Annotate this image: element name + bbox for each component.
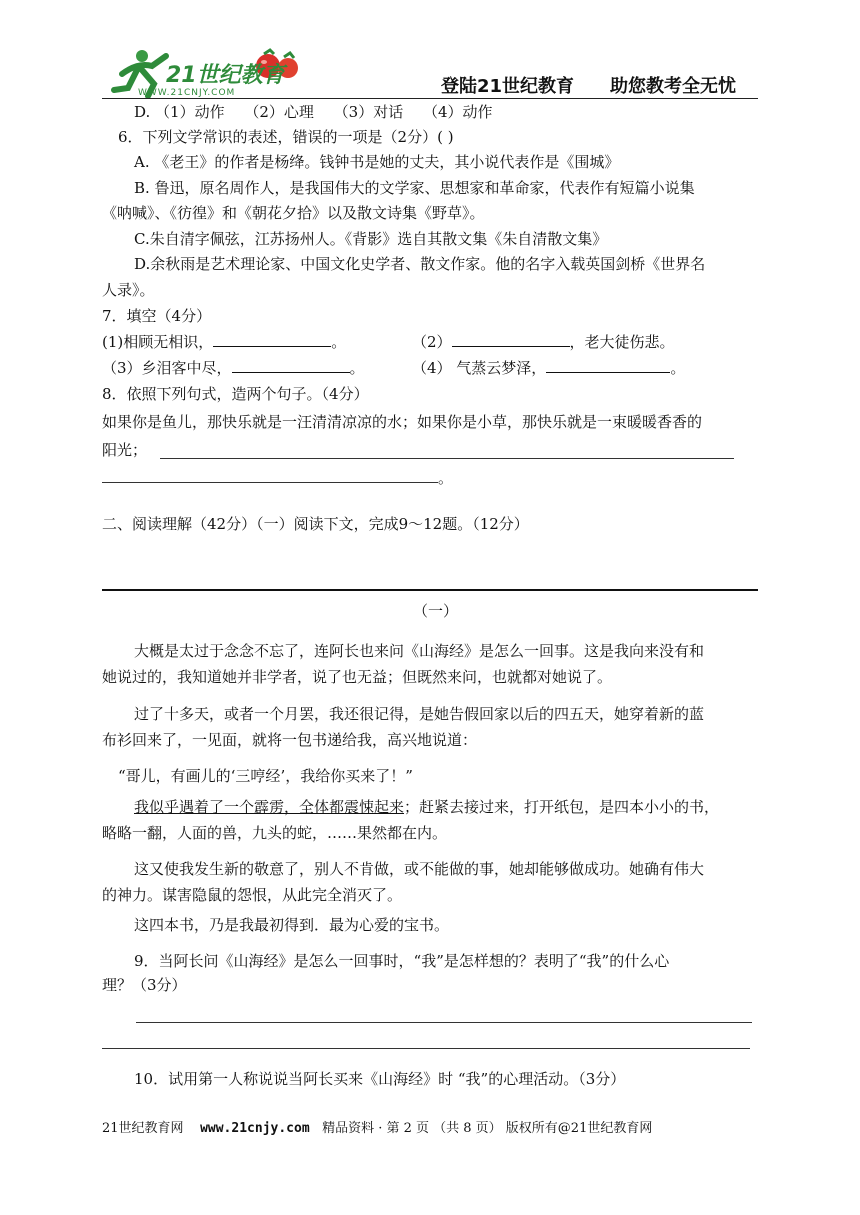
passage-p3: “哥儿，有画儿的‘三哼经’，我给你买来了！” — [118, 767, 413, 785]
q9-line1: 9．当阿长问《山海经》是怎么一回事时，“我”是怎样想的？表明了“我”的什么心 — [134, 952, 670, 970]
q7-blank-4[interactable] — [546, 358, 670, 373]
q8-stem: 8．依照下列句式，造两个句子。（4分） — [102, 385, 369, 403]
q6-option-a: A. 《老王》的作者是杨绛。钱钟书是她的丈夫，其小说代表作是《围城》 — [134, 153, 620, 171]
footer-url[interactable]: www.21cnjy.com — [200, 1121, 310, 1136]
passage-p5-line1: 这又使我发生新的敬意了，别人不肯做，或不能做的事，她却能够做成功。她确有伟大 — [134, 860, 705, 878]
q9-answer-line-1[interactable] — [136, 1022, 752, 1023]
q8-answer-line-1[interactable] — [160, 458, 734, 459]
q7-blank-3[interactable] — [232, 358, 350, 373]
q6-option-c: C.朱自清字佩弦，江苏扬州人。《背影》选自其散文集《朱自清散文集》 — [134, 230, 608, 248]
section2-heading: 二、阅读理解（42分）（一）阅读下文，完成9～12题。（12分） — [102, 515, 529, 533]
q7-item-2: （2） ，老大徒伤悲。 — [412, 333, 675, 351]
q7-item-4: （4） 气蒸云梦泽， 。 — [412, 359, 686, 377]
q6-option-b-line2: 《呐喊》、《彷徨》和《朝花夕拾》以及散文诗集《野草》。 — [102, 204, 485, 222]
header-slogan-left: 登陆21世纪教育 — [441, 76, 575, 97]
q7-stem: 7．填空（4分） — [102, 307, 212, 325]
q8-end-mark: 。 — [438, 469, 454, 487]
q6-stem: 6．下列文学常识的表述，错误的一项是（2分）( ) — [118, 128, 454, 146]
passage-p6: 这四本书，乃是我最初得到．最为心爱的宝书。 — [134, 916, 450, 934]
passage-p1-line1: 大概是太过于念念不忘了，连阿长也来问《山海经》是怎么一回事。这是我向来没有和 — [134, 642, 705, 660]
passage-p2-line1: 过了十多天，或者一个月罢，我还很记得，是她告假回家以后的四五天，她穿着新的蓝 — [134, 705, 705, 723]
site-logo — [108, 44, 318, 102]
header-slogan-right: 助您教考全无忧 — [610, 76, 736, 97]
logo-text: 21世纪教育 — [166, 63, 285, 88]
q8-example-line2: 阳光； — [102, 441, 148, 459]
footer-info: 精品资料 · 第 2 页 （共 8 页） 版权所有@21世纪教育网 — [322, 1121, 653, 1136]
page-footer — [102, 1117, 652, 1136]
passage-top-rule — [102, 589, 758, 591]
passage-label: （一） — [413, 602, 459, 620]
underlined-sentence: 我似乎遇着了一个霹雳，全体都震悚起来 — [134, 798, 405, 816]
q7-item-1: (1)相顾无相识， 。 — [102, 333, 347, 351]
q8-answer-line-2[interactable] — [102, 482, 438, 483]
passage-p4-line2: 略略一翻，人面的兽，九头的蛇，……果然都在内。 — [102, 824, 448, 842]
q9-answer-line-2[interactable] — [102, 1048, 750, 1049]
passage-p2-line2: 布衫回来了，一见面，就将一包书递给我，高兴地说道： — [102, 731, 478, 749]
header-rule — [102, 98, 758, 99]
q7-item-3: （3）乡泪客中尽， 。 — [102, 359, 365, 377]
passage-p4-line1: 我似乎遇着了一个霹雳，全体都震悚起来；赶紧去接过来，打开纸包，是四本小小的书， — [134, 798, 720, 816]
q5-option-d: D. （1）动作 （2）心理 （3）对话 （4）动作 — [134, 103, 493, 121]
q9-line2: 理？（3分） — [102, 976, 187, 994]
q7-blank-1[interactable] — [213, 332, 331, 347]
q6-option-b-line1: B. 鲁迅，原名周作人，是我国伟大的文学家、思想家和革命家，代表作有短篇小说集 — [134, 179, 695, 197]
passage-p1-line2: 她说过的，我知道她并非学者，说了也无益；但既然来问，也就都对她说了。 — [102, 668, 613, 686]
q10-stem: 10．试用第一人称说说当阿长买来《山海经》时 “我”的心理活动。（3分） — [134, 1070, 626, 1088]
q6-option-d-line2: 人录》。 — [102, 281, 155, 299]
footer-site: 21世纪教育网 — [102, 1121, 184, 1136]
q7-blank-2[interactable] — [452, 332, 570, 347]
logo-url: WWW.21CNJY.COM — [138, 88, 236, 98]
passage-p5-line2: 的神力。谋害隐鼠的怨恨，从此完全消灭了。 — [102, 886, 403, 904]
q8-example-line1: 如果你是鱼儿，那快乐就是一汪清清凉凉的水；如果你是小草，那快乐就是一束暖暖香香的 — [102, 413, 703, 431]
q6-option-d-line1: D.余秋雨是艺术理论家、中国文化史学者、散文作家。他的名字入载英国剑桥《世界名 — [134, 255, 706, 273]
